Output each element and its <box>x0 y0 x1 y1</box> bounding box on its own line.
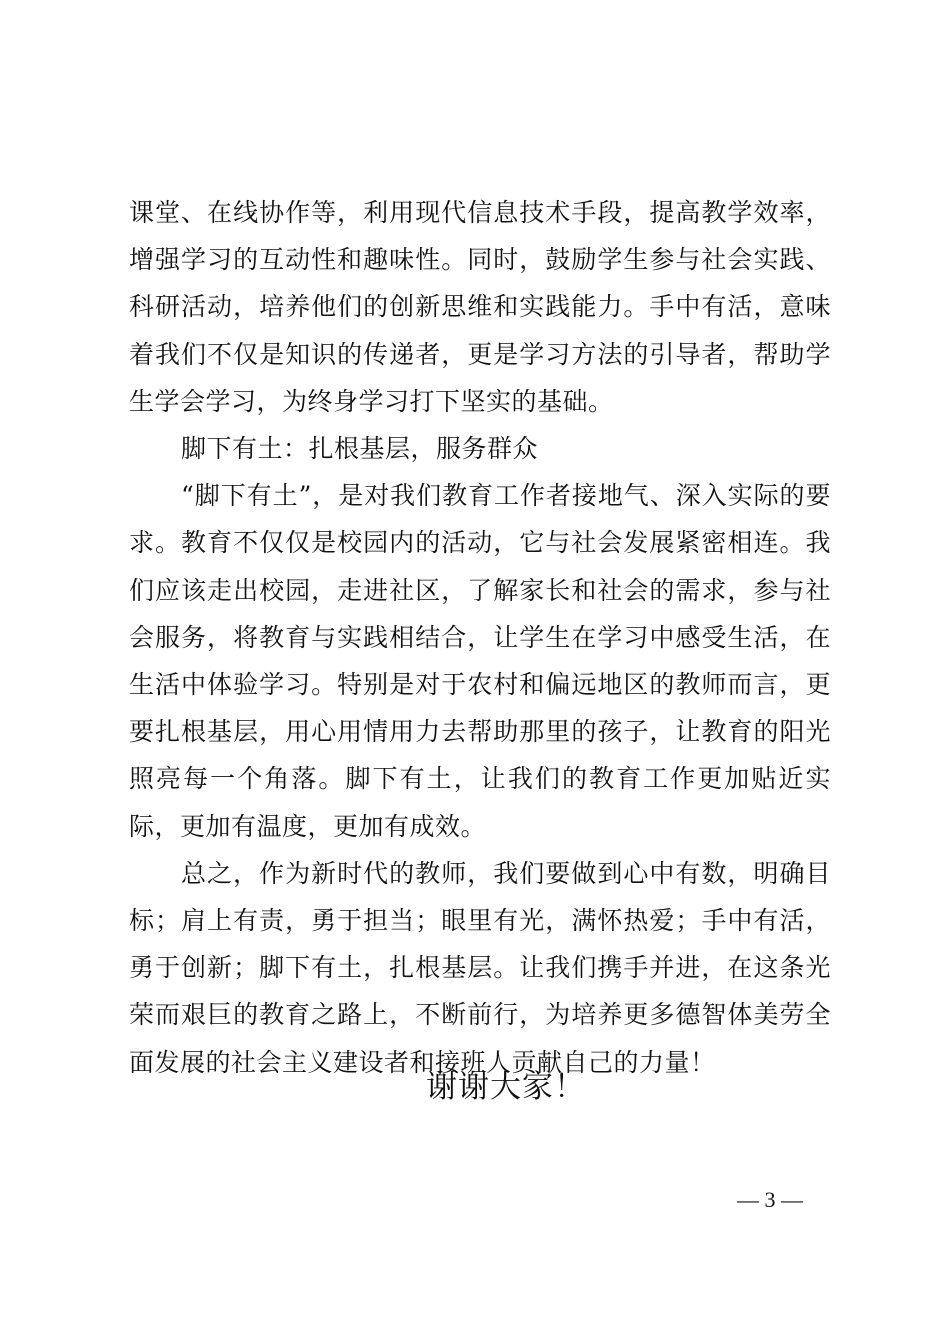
section-heading: 脚下有土：扎根基层，服务群众 <box>181 434 539 464</box>
closing-thanks: 谢谢大家！ <box>426 1069 586 1105</box>
page-number: — 3 — <box>737 1187 803 1212</box>
paragraph-grounded: “脚下有土”，是对我们教育工作者接地气、深入实际的要求。教育不仅仅是校园内的活动，它与社会发展紧密相连。我们应该走出校园，走进社区，了解家长和社会的需求，参与社会服务，将教育与实践相结合，让学生在学习中感受生活，在生活中体验学习。特别是对于农村和偏远地区的教师而言，更要扎根基层，用心用情用力去帮助那里的孩子，让教育的阳光照亮每一个角落。脚下有土，让我们的教育工作更加贴近实际，更加有温度，更加有成效。 <box>129 481 831 841</box>
document-body <box>129 189 831 1086</box>
paragraph-continuation: 课堂、在线协作等，利用现代信息技术手段，提高教学效率，增强学习的互动性和趣味性。同时，鼓励学生参与社会实践、科研活动，培养他们的创新思维和实践能力。手中有活，意味着我们不仅是知识的传递者，更是学习方法的引导者，帮助学生学会学习，为终身学习打下坚实的基础。 <box>129 198 831 416</box>
paragraph-conclusion: 总之，作为新时代的教师，我们要做到心中有数，明确目标；肩上有责，勇于担当；眼里有光，满怀热爱；手中有活，勇于创新；脚下有土，扎根基层。让我们携手并进，在这条光荣而艰巨的教育之路上，不断前行，为培养更多德智体美劳全面发展的社会主义建设者和接班人贡献自己的力量！ <box>129 858 831 1077</box>
